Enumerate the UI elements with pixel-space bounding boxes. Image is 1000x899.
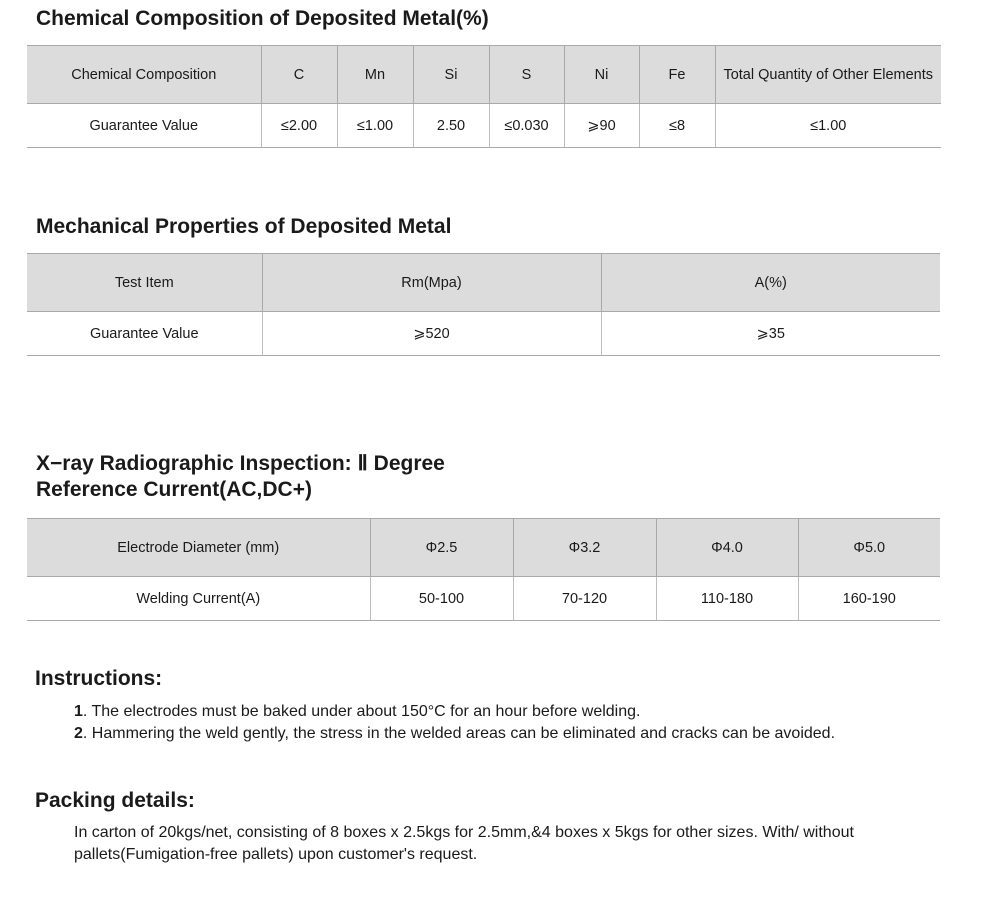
row-label-cell: Guarantee Value — [27, 104, 261, 148]
list-item-text: . The electrodes must be baked under about 150°C for an hour before welding. — [82, 703, 641, 720]
list-item — [74, 701, 835, 723]
header-cell: A(%) — [601, 254, 940, 312]
list-item-number: 1 — [74, 703, 83, 720]
header-cell: Ni — [564, 46, 639, 104]
header-cell: Chemical Composition — [27, 46, 261, 104]
header-cell: Si — [413, 46, 489, 104]
header-cell: Φ3.2 — [513, 519, 656, 577]
value-cell: ≤0.030 — [489, 104, 564, 148]
header-cell: Mn — [337, 46, 413, 104]
header-cell: Φ2.5 — [370, 519, 513, 577]
packing-details-text: In carton of 20kgs/net, consisting of 8 boxes x 2.5kgs for 2.5mm,&4 boxes x 5kgs for other sizes. With/ without pallets(Fumigation-free pallets) upon customer's request. — [74, 824, 854, 863]
header-cell: Φ4.0 — [656, 519, 798, 577]
table-row — [27, 104, 941, 148]
mechanical-properties-table — [27, 253, 940, 356]
value-cell: 50-100 — [370, 577, 513, 621]
header-cell: Total Quantity of Other Elements — [715, 46, 941, 104]
value-cell: ⩾35 — [601, 312, 940, 356]
instructions-list — [74, 701, 835, 745]
value-cell: ⩾520 — [262, 312, 601, 356]
value-cell: ⩾90 — [564, 104, 639, 148]
header-cell: Φ5.0 — [798, 519, 940, 577]
table-row — [27, 312, 940, 356]
header-cell: Electrode Diameter (mm) — [27, 519, 370, 577]
header-cell: S — [489, 46, 564, 104]
list-item — [74, 723, 835, 745]
header-cell: C — [261, 46, 337, 104]
value-cell: 70-120 — [513, 577, 656, 621]
table-header-row — [27, 519, 940, 577]
chemical-composition-title: Chemical Composition of Deposited Metal(%) — [36, 7, 489, 30]
value-cell: 110-180 — [656, 577, 798, 621]
value-cell: ≤1.00 — [715, 104, 941, 148]
value-cell: 160-190 — [798, 577, 940, 621]
header-cell: Rm(Mpa) — [262, 254, 601, 312]
value-cell: ≤2.00 — [261, 104, 337, 148]
table-header-row — [27, 46, 941, 104]
table-row — [27, 577, 940, 621]
value-cell: 2.50 — [413, 104, 489, 148]
table-header-row — [27, 254, 940, 312]
value-cell: ≤1.00 — [337, 104, 413, 148]
instructions-title: Instructions: — [35, 667, 163, 690]
header-cell: Fe — [639, 46, 715, 104]
list-item-number: 2 — [74, 725, 83, 742]
chemical-composition-table — [27, 45, 941, 148]
row-label-cell: Guarantee Value — [27, 312, 262, 356]
value-cell: ≤8 — [639, 104, 715, 148]
row-label-cell: Welding Current(A) — [27, 577, 370, 621]
reference-current-title: Reference Current(AC,DC+) — [36, 478, 312, 501]
reference-current-table — [27, 518, 940, 621]
header-cell: Test Item — [27, 254, 262, 312]
list-item-text: . Hammering the weld gently, the stress in the welded areas can be eliminated and cracks can be avoided. — [82, 725, 836, 742]
mechanical-properties-title: Mechanical Properties of Deposited Metal — [36, 215, 452, 238]
xray-inspection-title: X−ray Radiographic Inspection: Ⅱ Degree — [36, 452, 445, 475]
packing-details-title: Packing details: — [35, 789, 195, 812]
